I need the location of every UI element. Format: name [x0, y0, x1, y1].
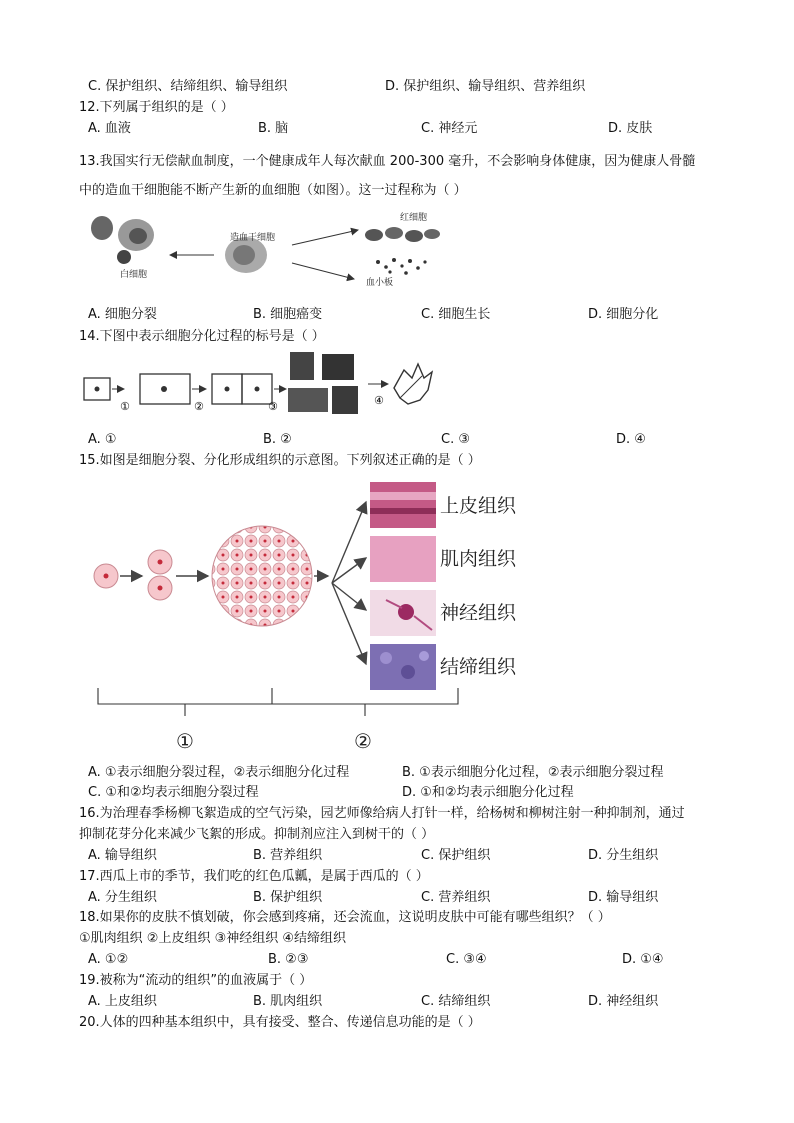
red-cell — [405, 230, 423, 242]
white-cell-nucleus — [129, 228, 147, 244]
q13-option-d: D. 细胞分化 — [588, 307, 659, 322]
q14-option-c: C. ③ — [441, 432, 470, 447]
cell-mass — [212, 526, 312, 626]
q14-option-a: A. ① — [88, 432, 117, 447]
q11-option-c: C. 保护组织、结缔组织、输导组织 — [88, 79, 288, 94]
q18-option-b: B. ②③ — [268, 952, 309, 967]
connective-tissue-image — [370, 644, 436, 690]
q18-stem: 18.如果你的皮肤不慎划破，你会感到疼痛，还会流血，这说明皮肤中可能有哪些组织？（ ） — [79, 910, 611, 925]
q16-option-b: B. 营养组织 — [253, 848, 323, 863]
q15-option-a: A. ①表示细胞分裂过程，②表示细胞分化过程 — [88, 765, 350, 780]
stem-cell-nucleus — [233, 245, 255, 265]
label-muscle: 肌肉组织 — [440, 548, 517, 570]
q13-stem-line2: 中的造血干细胞能不断产生新的血细胞（如图）。这一过程称为（ ） — [79, 183, 467, 198]
q16-stem-line2: 抑制花芽分化来减少飞絮的形成。抑制剂应注入到树干的（ ） — [79, 827, 435, 842]
q19-option-b: B. 肌肉组织 — [253, 994, 323, 1009]
q15-option-d: D. ①和②均表示细胞分化过程 — [402, 785, 574, 800]
q13-option-b: B. 细胞癌变 — [253, 307, 323, 322]
red-cell — [365, 229, 383, 241]
q17-option-a: A. 分生组织 — [88, 890, 157, 905]
q13-option-a: A. 细胞分裂 — [88, 307, 157, 322]
label-white-cell: 白细胞 — [120, 270, 148, 280]
arrow-down-right — [292, 263, 354, 279]
q14-stem: 14.下图中表示细胞分化过程的标号是（ ） — [79, 329, 325, 344]
arrow-up-right — [292, 230, 358, 245]
q18-items: ①肌肉组织 ②上皮组织 ③神经组织 ④结缔组织 — [79, 931, 347, 946]
label-platelet: 血小板 — [366, 278, 394, 288]
q14-option-d: D. ④ — [616, 432, 646, 447]
tissue-2 — [322, 354, 354, 380]
label-red-cell: 红细胞 — [400, 213, 428, 223]
q13-option-c: C. 细胞生长 — [421, 307, 491, 322]
q16-option-d: D. 分生组织 — [588, 848, 659, 863]
epithelial-tissue-image — [370, 482, 436, 528]
q19-option-c: C. 结缔组织 — [421, 994, 491, 1009]
bracket-1 — [98, 688, 272, 704]
q15-figure-tissue-formation — [90, 478, 540, 756]
q18-option-d: D. ①④ — [622, 952, 664, 967]
label-step-4: ④ — [374, 394, 384, 407]
q19-option-a: A. 上皮组织 — [88, 994, 157, 1009]
q12-option-d: D. 皮肤 — [608, 121, 653, 136]
q14-figure-cell-process — [82, 348, 442, 420]
q17-stem: 17.西瓜上市的季节，我们吃的红色瓜瓤，是属于西瓜的（ ） — [79, 869, 429, 884]
label-nerve: 神经组织 — [440, 602, 517, 624]
muscle-tissue-image — [370, 536, 436, 582]
q13-stem-line1: 13.我国实行无偿献血制度，一个健康成年人每次献血 200-300 毫升，不会影响身体健康，因为健康人骨髓 — [79, 154, 696, 169]
q16-option-c: C. 保护组织 — [421, 848, 491, 863]
q14-option-b: B. ② — [263, 432, 292, 447]
q20-stem: 20.人体的四种基本组织中，具有接受、整合、传递信息功能的是（ ） — [79, 1015, 481, 1030]
tissue-1 — [290, 352, 314, 380]
white-cell — [91, 216, 113, 240]
q16-option-a: A. 输导组织 — [88, 848, 157, 863]
red-cell — [424, 229, 440, 239]
label-connective: 结缔组织 — [440, 656, 517, 678]
tissue-4 — [332, 386, 358, 414]
label-stem-cell: 造血干细胞 — [230, 233, 276, 243]
platelets — [376, 258, 427, 275]
q15-option-c: C. ①和②均表示细胞分裂过程 — [88, 785, 259, 800]
q19-option-d: D. 神经组织 — [588, 994, 659, 1009]
q15-option-b: B. ①表示细胞分化过程，②表示细胞分裂过程 — [402, 765, 664, 780]
q17-option-b: B. 保护组织 — [253, 890, 323, 905]
red-cell — [385, 227, 403, 239]
q15-stem: 15.如图是细胞分裂、分化形成组织的示意图。下列叙述正确的是（ ） — [79, 453, 481, 468]
leaf-icon — [394, 364, 432, 404]
label-bracket-2: ② — [354, 729, 372, 753]
white-cell — [117, 250, 131, 264]
q18-option-a: A. ①② — [88, 952, 129, 967]
label-step-2: ② — [194, 400, 204, 413]
q13-figure-blood-cells — [80, 205, 460, 290]
label-step-3: ③ — [268, 400, 278, 413]
q12-option-b: B. 脑 — [258, 121, 289, 136]
q18-option-c: C. ③④ — [446, 952, 487, 967]
label-epithelial: 上皮组织 — [440, 495, 517, 517]
q19-stem: 19.被称为“流动的组织”的血液属于（ ） — [79, 973, 313, 988]
q12-stem: 12.下列属于组织的是（ ） — [79, 100, 234, 115]
q17-option-d: D. 输导组织 — [588, 890, 659, 905]
label-bracket-1: ① — [176, 729, 194, 753]
q12-option-a: A. 血液 — [88, 121, 131, 136]
q12-option-c: C. 神经元 — [421, 121, 478, 136]
q16-stem-line1: 16.为治理春季杨柳飞絮造成的空气污染，园艺师像给病人打针一样，给杨树和柳树注射一种抑制剂，通过 — [79, 806, 685, 821]
bracket-2 — [272, 688, 458, 704]
q11-option-d: D. 保护组织、输导组织、营养组织 — [385, 79, 586, 94]
label-step-1: ① — [120, 400, 130, 413]
tissue-3 — [288, 388, 328, 412]
q17-option-c: C. 营养组织 — [421, 890, 491, 905]
